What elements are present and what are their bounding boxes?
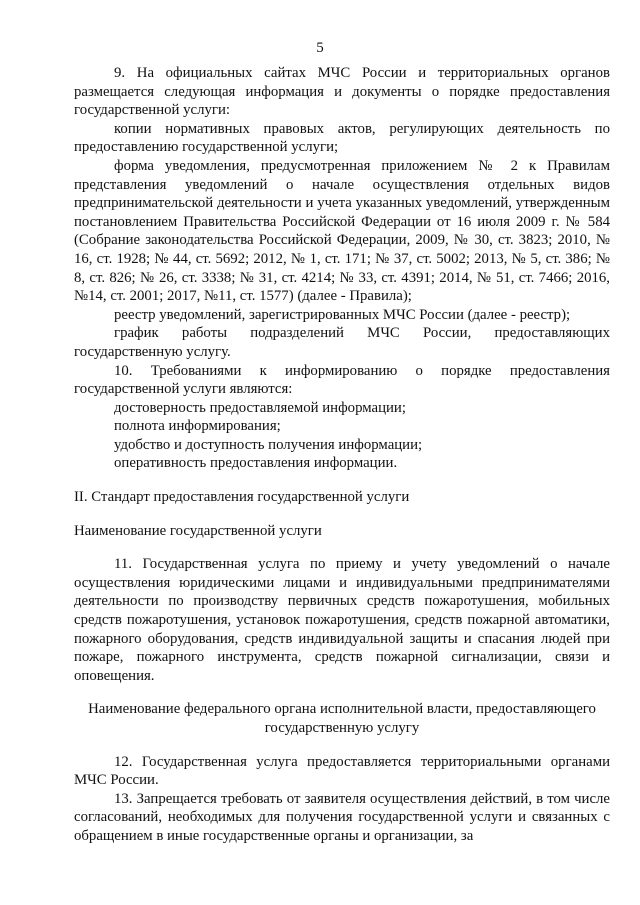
list-item: достоверность предоставляемой информации;	[114, 399, 406, 416]
paragraph-9-c: реестр уведомлений, зарегистрированных МЧС России (далее - реестр);	[114, 306, 571, 323]
paragraph-9-d: график работы подразделений МЧС России, предоставляющих государственную услугу.	[74, 325, 610, 360]
list-item: полнота информирования;	[114, 418, 281, 435]
list-item: удобство и доступность получения информации;	[114, 436, 423, 453]
paragraph-11: 11. Государственная услуга по приему и учету уведомлений о начале осуществления юридическими лицами и индивидуальными предпринимателями деятельности по производству первичных средств пожаротушения, мобильных средств пожаротушения, установок пожаротушения, средств пожарной автоматики, пожарного оборудования, средств индивидуальной защиты и спасания людей при пожаре, пожарного инструмента, средств пожарной сигнализации, связи и оповещения.	[74, 556, 610, 684]
subsection-heading-federal-body	[74, 700, 610, 737]
paragraph-9: 9. На официальных сайтах МЧС России и территориальных органов размещается следующая информация и документы о порядке предоставления государственной услуги:	[74, 65, 610, 119]
document-body	[74, 64, 610, 846]
paragraph-9-b: форма уведомления, предусмотренная приложением № 2 к Правилам представления уведомлений о начале осуществления отдельных видов предпринимательской деятельности и учета указанных уведомлений, утвержденным постановлением Правительства Российской Федерации от 16 июля 2009 г. № 584 (Собрание законодательства Российской Федерации, 2009, № 30, ст. 3823; 2010, № 16, ст. 1928; № 44, ст. 5692; 2012, № 1, ст. 171; № 37, ст. 5002; 2013, № 5, ст. 386; № 8, ст. 826; № 26, ст. 3338; № 31, ст. 4214; № 33, ст. 4391; 2014, № 51, ст. 7466; 2016, №14, ст. 2001; 2017, №11, ст. 1577) (далее - Правила);	[74, 157, 610, 305]
heading-line-1: Наименование федерального органа исполнительной власти, предоставляющего	[88, 701, 596, 718]
paragraph-13: 13. Запрещается требовать от заявителя осуществления действий, в том числе согласований, необходимых для получения государственной услуги и связанных с обращением в иные государственные органы и организации, за	[74, 790, 610, 844]
paragraph-12: 12. Государственная услуга предоставляется территориальными органами МЧС России.	[74, 753, 610, 789]
list-item: оперативность предоставления информации.	[114, 455, 398, 472]
heading-line-2: государственную услугу	[264, 720, 420, 736]
page-number: 5	[316, 40, 324, 56]
paragraph-9-a: копии нормативных правовых актов, регулирующих деятельность по предоставлению государственной услуги;	[74, 120, 610, 156]
subsection-heading: Наименование государственной услуги	[74, 522, 322, 539]
section-title: II. Стандарт предоставления государственной услуги	[74, 489, 410, 506]
paragraph-10: 10. Требованиями к информированию о порядке предоставления государственной услуги являются:	[74, 362, 610, 398]
